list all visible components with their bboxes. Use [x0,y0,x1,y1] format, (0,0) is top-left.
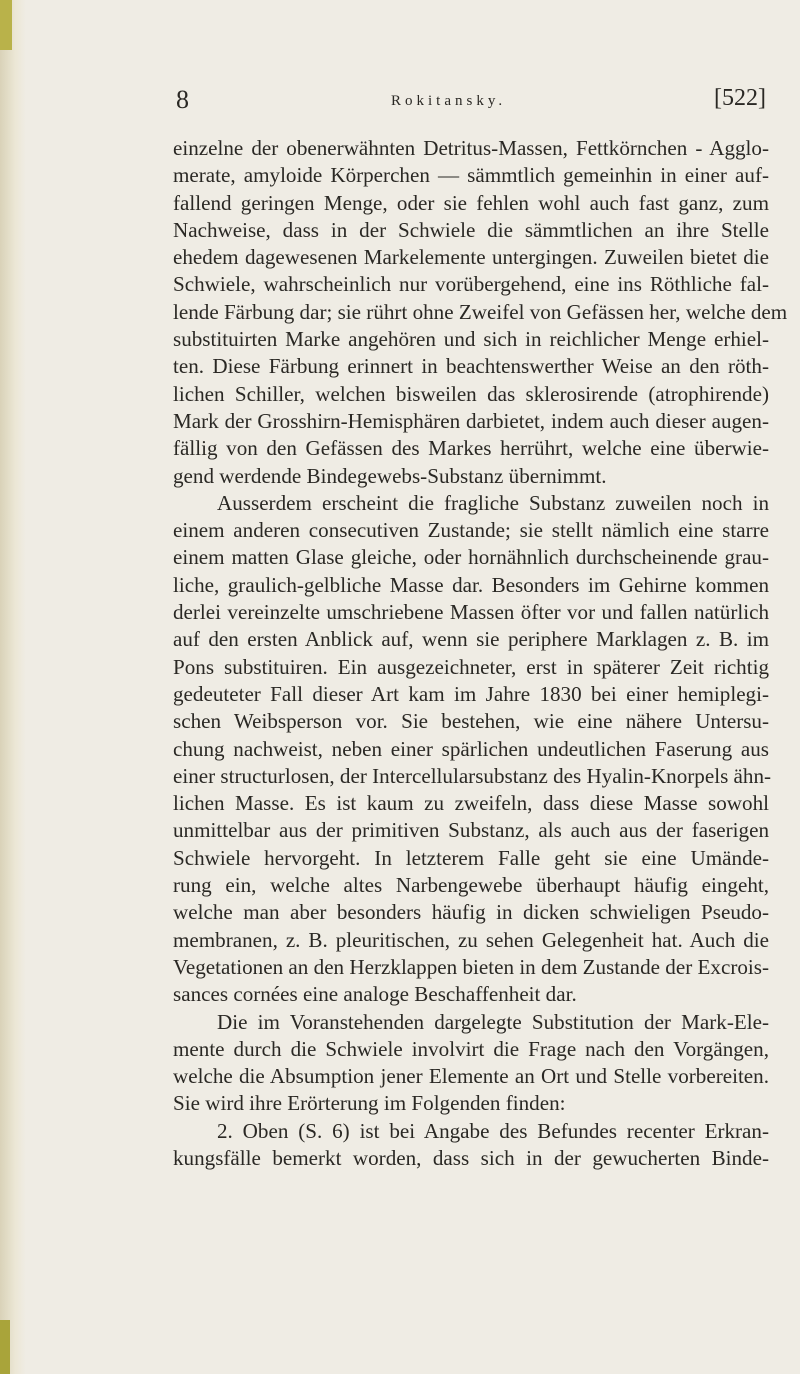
text-line: ehedem dagewesenen Markelemente untergingen. Zuweilen bietet die [173,245,769,270]
text-line: substituirten Marke angehören und sich in reichlicher Menge erhiel- [173,327,769,352]
text-line: lende Färbung dar; sie rührt ohne Zweifel von Gefässen her, welche dem [173,299,788,324]
body-text [173,135,788,1172]
text-line: lichen Schiller, welchen bisweilen das sklerosirende (atrophirende) [173,381,769,406]
text-line: einer structurlosen, der Intercellularsubstanz des Hyalin-Knorpels ähn- [173,763,772,788]
text-line: mente durch die Schwiele involvirt die Frage nach den Vorgängen, [173,1036,769,1061]
text-line: membranen, z. B. pleuritischen, zu sehen Gelegenheit hat. Auch die [173,927,769,952]
text-line: unmittelbar aus der primitiven Substanz, als auch aus der faserigen [173,818,769,843]
text-line: einem matten Glase gleiche, oder hornähnlich durchscheinende grau- [173,545,769,570]
text-line: fallend geringen Menge, oder sie fehlen wohl auch fast ganz, zum [173,190,769,215]
text-line: fällig von den Gefässen des Markes herrührt, welche eine überwie- [173,436,769,461]
text-line: merate, amyloide Körperchen — sämmtlich gemeinhin in einer auf- [173,163,769,188]
text-line: Schwiele, wahrscheinlich nur vorübergehend, eine ins Röthliche fal- [173,272,769,297]
text-line: einem anderen consecutiven Zustande; sie stellt nämlich eine starre [173,518,769,543]
text-line: Pons substituiren. Ein ausgezeichneter, erst in späterer Zeit richtig [173,654,769,679]
bracket-page-number: [522] [714,85,766,111]
text-line: 2. Oben (S. 6) ist bei Angabe des Befundes recenter Erkran- [217,1118,769,1143]
text-line: Ausserdem erscheint die fragliche Substanz zuweilen noch in [217,490,769,515]
text-line: welche man aber besonders häufig in dicken schwieligen Pseudo- [173,900,769,925]
text-line: Schwiele hervorgeht. In letzterem Falle geht sie eine Umände- [173,845,769,870]
text-line: sances cornées eine analoge Beschaffenheit dar. [173,982,577,1007]
text-line: ten. Diese Färbung erinnert in beachtenswerther Weise an den röth- [173,354,769,379]
text-line: kungsfälle bemerkt worden, dass sich in der gewucherten Binde- [173,1145,769,1170]
page-edge-mark-bottom [0,1320,10,1374]
text-line: liche, graulich-gelbliche Masse dar. Besonders im Gehirne kommen [173,572,769,597]
text-line: Nachweise, dass in der Schwiele die sämmtlichen an ihre Stelle [173,217,769,242]
text-line: derlei vereinzelte umschriebene Massen öfter vor und fallen natürlich [173,600,769,625]
running-head: Rokitansky. [391,93,507,109]
text-line: Mark der Grosshirn-Hemisphären darbietet, indem auch dieser augen- [173,408,769,433]
text-line: rung ein, welche altes Narbengewebe überhaupt häufig eingeht, [173,873,769,898]
text-line: auf den ersten Anblick auf, wenn sie periphere Marklagen z. B. im [173,627,769,652]
page-number: 8 [176,85,189,114]
page-header [176,85,766,125]
text-line: welche die Absumption jener Elemente an Ort und Stelle vorbereiten. [173,1064,769,1089]
text-line: gend werdende Bindegewebs-Substanz übernimmt. [173,463,607,488]
text-line: Vegetationen an den Herzklappen bieten in dem Zustande der Excrois- [173,954,769,979]
book-spine-edge [0,0,26,1374]
text-line: Sie wird ihre Erörterung im Folgenden finden: [173,1091,566,1116]
text-line: chung nachweist, neben einer spärlichen undeutlichen Faserung aus [173,736,769,761]
text-line: einzelne der obenerwähnten Detritus-Massen, Fettkörnchen - Agglo- [173,136,769,160]
page-edge-mark-top [0,0,12,50]
text-line: gedeuteter Fall dieser Art kam im Jahre 1830 bei einer hemiplegi- [173,681,769,706]
text-line: schen Weibsperson vor. Sie bestehen, wie eine nähere Untersu- [173,709,769,734]
text-line: lichen Masse. Es ist kaum zu zweifeln, dass diese Masse sowohl [173,791,769,816]
text-line: Die im Voranstehenden dargelegte Substitution der Mark-Ele- [217,1009,769,1034]
